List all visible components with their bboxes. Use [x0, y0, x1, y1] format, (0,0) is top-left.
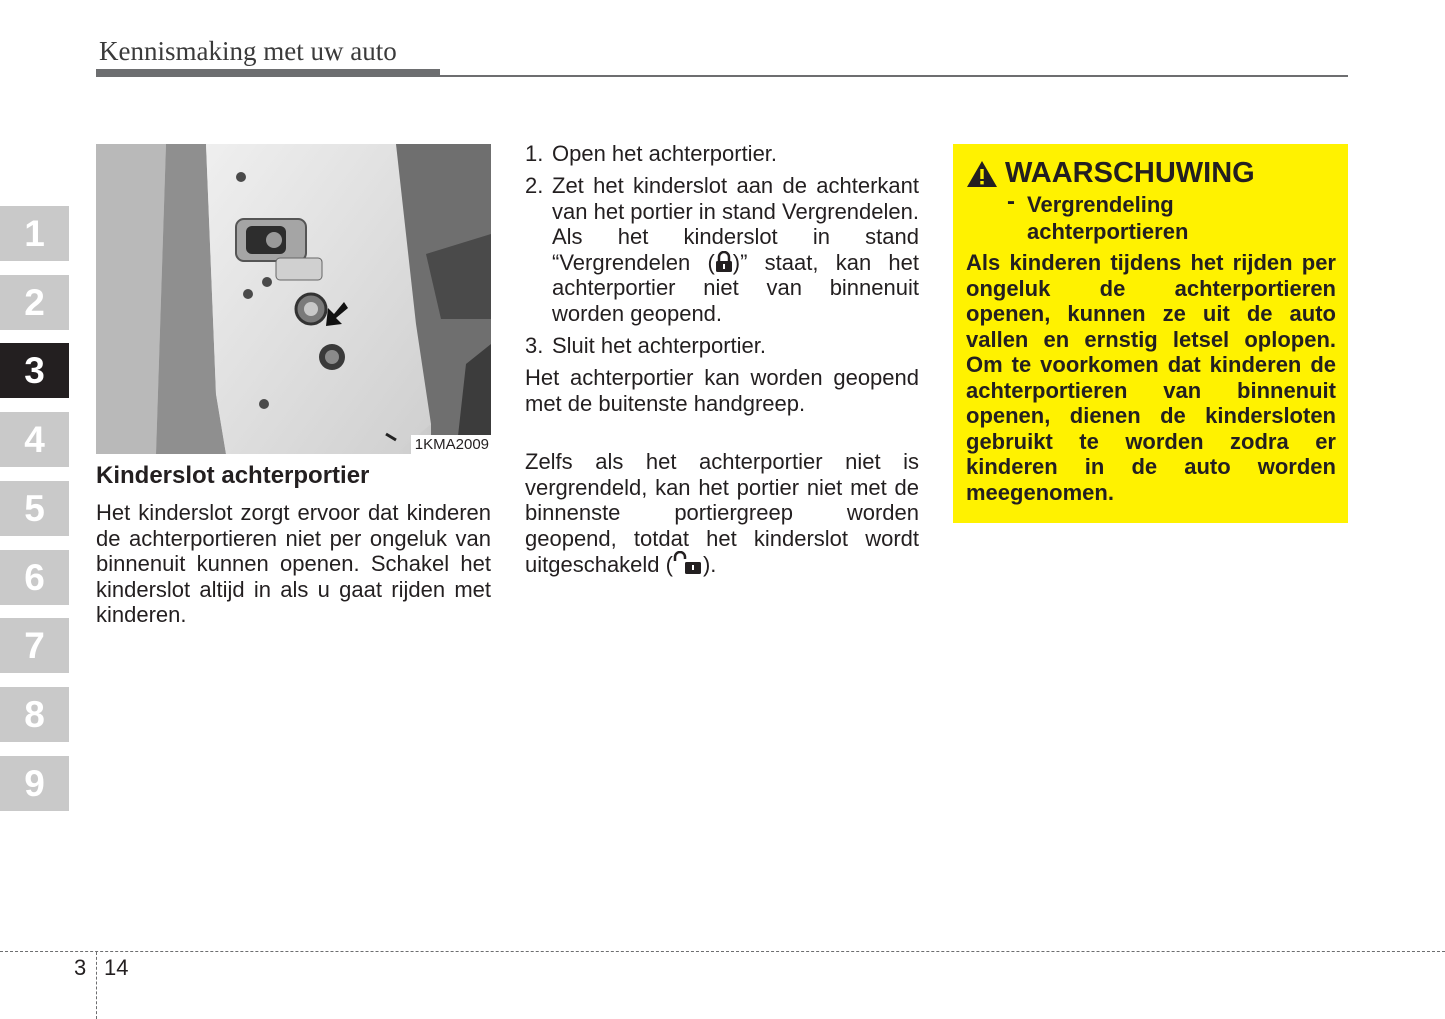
page-number: 14 [104, 955, 129, 980]
chapter-tab-6[interactable]: 6 [0, 550, 69, 605]
warning-box [953, 144, 1348, 523]
outside-handle-text: Het achterportier kan worden geopend met de buitenste handgreep. [525, 365, 919, 416]
page-chapter-number: 3 [74, 955, 87, 980]
header-rule-thick [96, 69, 440, 77]
lock-closed-icon [715, 251, 733, 273]
step-3-text: Sluit het achterportier. [552, 333, 767, 358]
chapter-tab-8[interactable]: 8 [0, 687, 69, 742]
step-1-text: Open het achterportier. [552, 141, 778, 166]
warning-body: Als kinderen tijdens het rijden per ongeluk de achterportieren openen, kunnen ze uit de auto vallen en ernstig letsel oplopen. Om te voorkomen dat kinderen de achterportieren van binnenuit openen, dienen de kindersloten gebruikt te worden zodra er kinderen in de auto worden meegenomen. [966, 250, 1336, 505]
footer-rule [0, 951, 1445, 952]
header-rule-thin [440, 75, 1348, 77]
outside-handle-paragraph [525, 365, 919, 416]
step-2-number: 2. [525, 173, 544, 198]
door-illustration [96, 144, 491, 454]
section-intro: Het kinderslot zorgt ervoor dat kinderen de achterportieren niet per ongeluk van binnenuit kunnen openen. Schakel het kinderslot altijd in als u gaat rijden met kinderen. [96, 500, 491, 627]
warning-subtitle-line-1: Vergrendeling [1027, 192, 1174, 217]
page-header-title: Kennismaking met uw auto [99, 36, 397, 66]
step-2-text-before: Zet het kinderslot aan de achterkant van het portier in stand Vergrendelen. Als het kinderslot in stand “Vergrendelen ( [552, 173, 919, 275]
inside-handle-text-after: ). [702, 552, 717, 577]
inside-handle-paragraph [525, 449, 919, 578]
step-2-text [525, 173, 919, 326]
step-3-number: 3. [525, 333, 544, 358]
child-lock-figure [96, 144, 491, 454]
figure-code: 1KMA2009 [411, 435, 491, 454]
lock-open-icon [673, 551, 703, 575]
warning-subtitle-line-2: achterportieren [1027, 219, 1189, 244]
footer-divider [96, 952, 97, 1019]
step-3 [525, 333, 919, 359]
inside-handle-text [525, 449, 919, 578]
warning-triangle-icon [966, 160, 998, 188]
warning-subtitle [1027, 191, 1188, 245]
chapter-tab-7[interactable]: 7 [0, 618, 69, 673]
section-heading: Kinderslot achterportier [96, 462, 370, 489]
chapter-tab-4[interactable]: 4 [0, 412, 69, 467]
step-1-number: 1. [525, 141, 544, 166]
step-1 [525, 141, 919, 167]
chapter-tab-9[interactable]: 9 [0, 756, 69, 811]
chapter-tab-3[interactable]: 3 [0, 343, 69, 398]
step-2 [525, 173, 919, 326]
warning-title-text: WAARSCHUWING [1005, 157, 1255, 189]
warning-title [966, 157, 1255, 190]
chapter-tab-1[interactable]: 1 [0, 206, 69, 261]
chapter-tab-2[interactable]: 2 [0, 275, 69, 330]
inside-handle-text-before: Zelfs als het achterportier niet is vergrendeld, kan het portier niet met de binnenste portiergreep worden geopend, totdat het kinderslot wordt uitgeschakeld ( [525, 449, 919, 577]
step-2-text-after: )” staat, kan het achterportier niet van binnenuit worden geopend. [552, 249, 919, 326]
warning-dash: - [1007, 188, 1015, 215]
chapter-tab-5[interactable]: 5 [0, 481, 69, 536]
